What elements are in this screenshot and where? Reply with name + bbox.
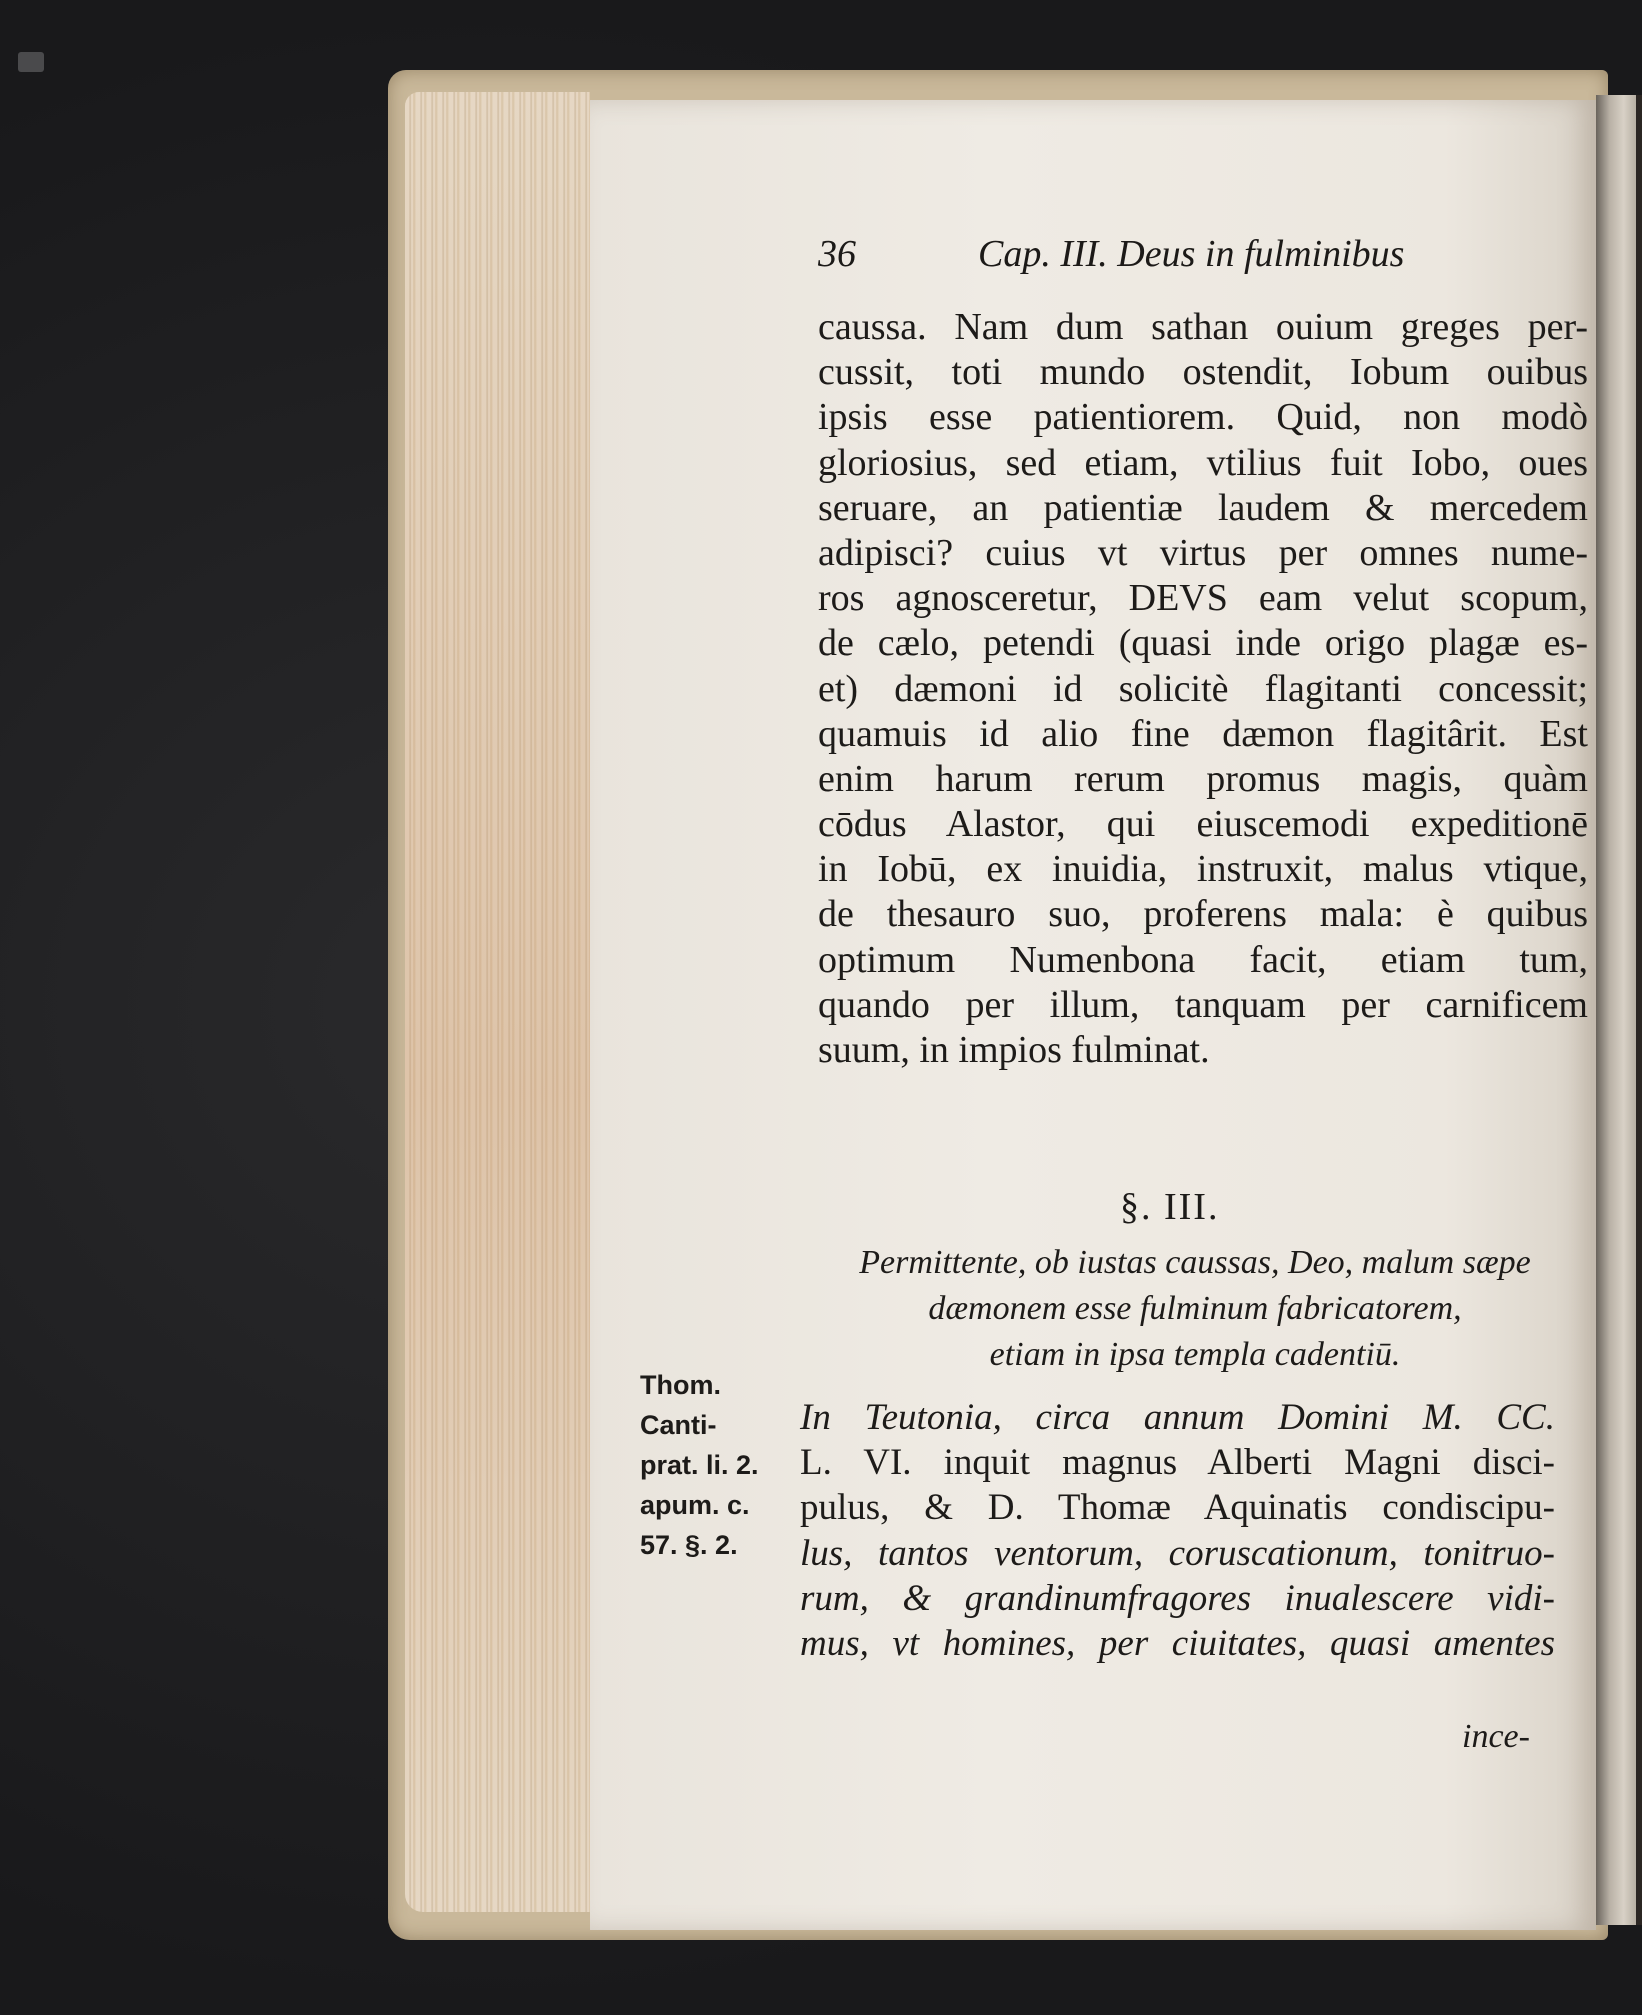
summary-line: Permittente, ob iustas caussas, Deo, malum sæpe: [859, 1244, 1531, 1281]
marginal-line: Thom.: [640, 1370, 721, 1400]
text-line: in Iobū, ex inuidia, instruxit, malus vtique,: [818, 848, 1588, 891]
marginal-note: [640, 1365, 780, 1565]
text-line: enim harum rerum promus magis, quàm: [818, 757, 1588, 800]
text-line: seruare, an patientiæ laudem & mercedem: [818, 486, 1588, 529]
catchword: ince-: [1462, 1718, 1530, 1755]
section-summary: [800, 1240, 1590, 1378]
text-line: de cælo, petendi (quasi inde origo plagæ es-: [818, 622, 1588, 665]
summary-line: dæmonem esse fulminum fabricatorem,: [928, 1290, 1462, 1327]
main-text: [818, 305, 1588, 1073]
text-line: optimum Numenbona facit, etiam tum,: [818, 938, 1588, 981]
page-number: 36: [818, 233, 856, 275]
facing-page-edge: [1596, 95, 1642, 1925]
marginal-line: apum. c.: [640, 1490, 750, 1520]
text-line: suum, in impios fulminat.: [818, 1029, 1210, 1071]
text-line: de thesauro suo, proferens mala: è quibus: [818, 893, 1588, 936]
text-line: et) dæmoni id solicitè flagitanti concessit;: [818, 667, 1588, 710]
text-line: quando per illum, tanquam per carnificem: [818, 983, 1588, 1026]
corner-mark: [18, 52, 44, 72]
summary-line: etiam in ipsa templa cadentiū.: [989, 1336, 1401, 1373]
text-line: L. VI. inquit magnus Alberti Magni disci-: [800, 1442, 1555, 1484]
text-line: ipsis esse patientiorem. Quid, non modò: [818, 396, 1588, 439]
running-title: Cap. III. Deus in fulminibus: [978, 233, 1405, 275]
text-line: caussa. Nam dum sathan ouium greges per-: [818, 306, 1588, 348]
running-head: [818, 232, 1598, 276]
text-line: cussit, toti mundo ostendit, Iobum ouibus: [818, 351, 1588, 394]
text-line: mus, vt homines, per ciuitates, quasi amentes: [800, 1622, 1555, 1664]
section-heading: §. III.: [1120, 1186, 1220, 1228]
marginal-line: prat. li. 2.: [640, 1450, 759, 1480]
text-line: pulus, & D. Thomæ Aquinatis condiscipu-: [800, 1487, 1555, 1529]
text-line: adipisci? cuius vt virtus per omnes nume-: [818, 531, 1588, 574]
page-edges: [405, 92, 590, 1912]
text-line: ros agnosceretur, DEVS eam velut scopum,: [818, 577, 1588, 620]
text-line: cōdus Alastor, qui eiuscemodi expeditionē: [818, 803, 1588, 846]
quotation-text: [800, 1395, 1555, 1666]
text-line: quamuis id alio fine dæmon flagitârit. Est: [818, 712, 1588, 755]
text-line: In Teutonia, circa annum Domini M. CC.: [800, 1397, 1555, 1438]
text-line: gloriosius, sed etiam, vtilius fuit Iobo, oues: [818, 441, 1588, 484]
text-line: lus, tantos ventorum, coruscationum, tonitruo-: [800, 1532, 1555, 1574]
marginal-line: Canti-: [640, 1410, 717, 1440]
text-line: rum, & grandinumfragores inualescere vidi-: [800, 1577, 1555, 1619]
marginal-line: 57. §. 2.: [640, 1530, 738, 1560]
